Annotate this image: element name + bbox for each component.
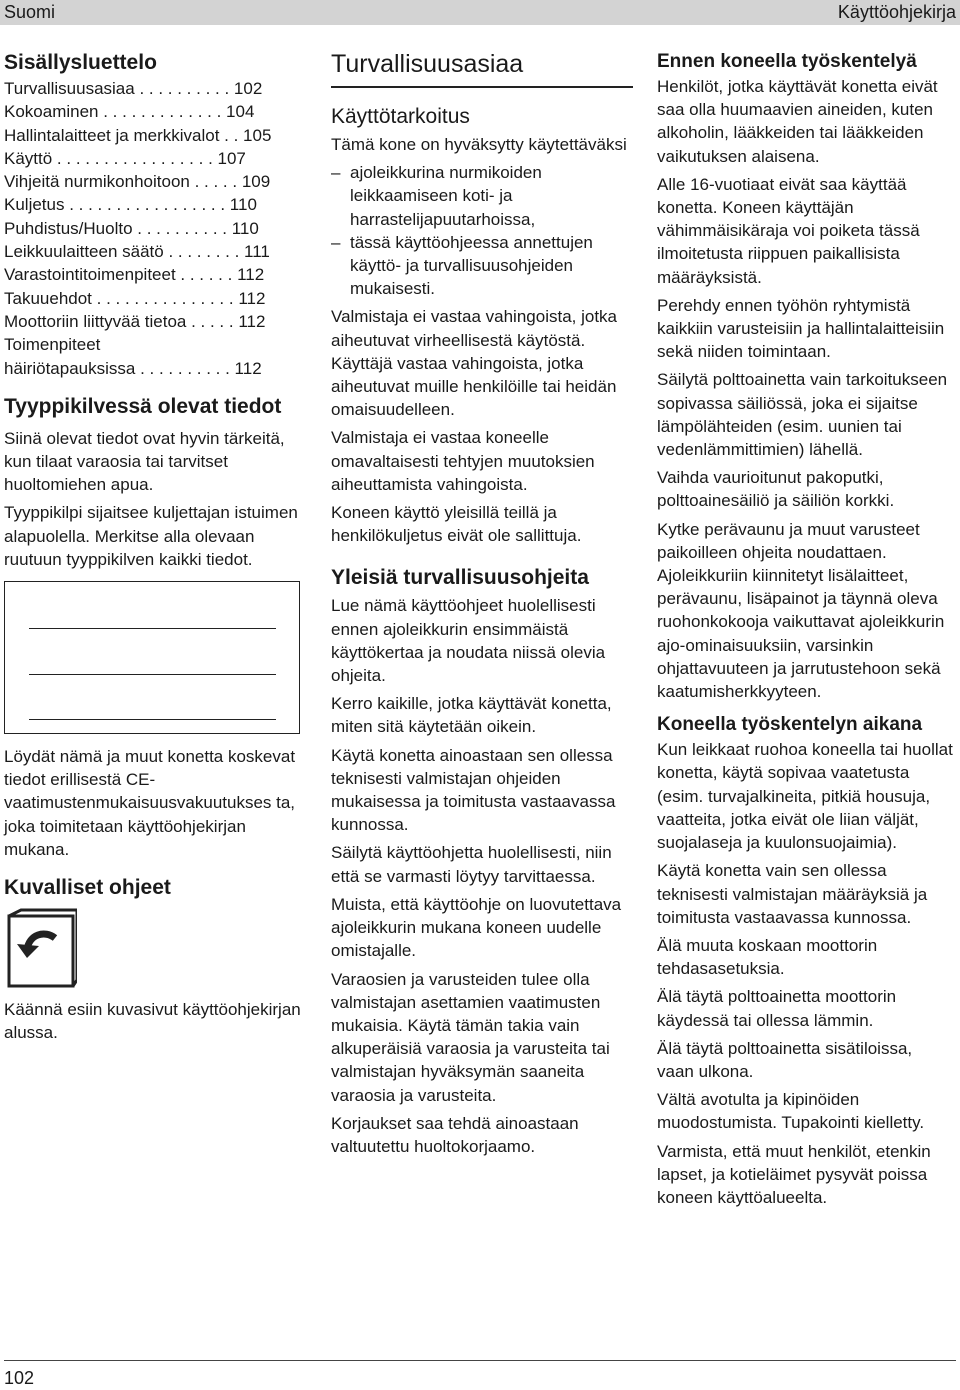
page-number: 102 — [4, 1368, 35, 1388]
general-safety-heading: Yleisiä turvallisuusohjeita — [331, 566, 589, 590]
toc-item[interactable]: Toimenpiteet häiriötapauksissa . . . . . . . . . . 112 — [4, 335, 262, 378]
before-work-paragraph: Säilytä polttoainetta vain tarkoitukseen sopivassa säiliössä, joka ei sijaitse lämpölähteiden (esim. uunien tai vedenlämmittimien) lähellä. — [657, 370, 948, 460]
during-work-paragraph: Älä täytä polttoainetta moottorin käydessä tai ollessa lämmin. — [657, 987, 897, 1030]
typeplate-line — [29, 674, 276, 675]
during-work-paragraph: Varmista, että muut henkilöt, etenkin lapset, ja kotieläimet pysyvät poissa koneen käyttöalueelta. — [657, 1141, 931, 1207]
footer-rule — [4, 1360, 956, 1361]
toc-title: Sisällysluettelo — [4, 51, 157, 74]
column-2 — [331, 50, 633, 1163]
general-paragraph: Säilytä käyttöohjetta huolellisesti, niin että se varmasti löytyy tarvittaessa. — [331, 843, 612, 886]
toc-item[interactable]: Moottoriin liittyvää tietoa . . . . . 112 — [4, 311, 266, 331]
toc-item[interactable]: Turvallisuusasiaa . . . . . . . . . . 102 — [4, 79, 263, 98]
safety-title: Turvallisuusasiaa — [331, 50, 633, 88]
typeplate-box — [4, 581, 300, 734]
toc-list — [4, 77, 306, 380]
toc-item[interactable]: Vihjeitä nurmikonhoitoon . . . . . 109 — [4, 172, 271, 192]
general-paragraph: Lue nämä käyttöohjeet huolellisesti ennen ajoleikkurin ensimmäistä käyttökertaa ja noudata niissä olevia ohjeita. — [331, 596, 606, 686]
before-work-paragraph: Henkilöt, jotka käyttävät konetta eivät saa olla huumaavien aineiden, kuten alkoholin, lääkkeiden tai lääkkeiden vaikutuksen alaisena. — [657, 77, 938, 166]
pictorial-heading: Kuvalliset ohjeet — [4, 876, 171, 900]
before-work-paragraph: Alle 16-vuotiaat eivät saa käyttää konetta. Koneen käyttäjän vähimmäisikäraja voi poiketa tässä ilmoitetusta riippuen paikallisista määräyksistä. — [657, 174, 920, 287]
toc-item[interactable]: Kuljetus . . . . . . . . . . . . . . . . . 110 — [4, 195, 257, 215]
purpose-heading: Käyttötarkoitus — [331, 105, 470, 128]
toc-item[interactable]: Hallintalaitteet ja merkkivalot . . 105 — [4, 125, 272, 145]
before-work-heading: Ennen koneella työskentelyä — [657, 51, 917, 72]
during-work-paragraph: Käytä konetta vain sen ollessa teknisesti valmistajan määräyksiä ja toimitusta vastaavassa kunnossa. — [657, 861, 928, 927]
general-paragraph: Muista, että käyttöohje on luovutettava ajoleikkurin mukana koneen uudelle omistajalle. — [331, 894, 622, 961]
book-page-turn-icon — [7, 908, 77, 990]
list-item: – tässä käyttöohjeessa annettujen käyttö- ja turvallisuusohjeiden mukaisesti. — [331, 231, 633, 301]
before-work-paragraph: Kytke perävaunu ja muut varusteet paikoilleen ohjeita noudattaen. Ajoleikkuriin kiinnitetyt lisälaitteet, perävaunu, lisäpainot ja täynnä oleva ruohonkokooja vaikuttavat ajoleikkurin ajo-ominaisuuksiin, varsinkin ohjattavuuteen ja jarrutustehoon sekä kaatumisherkkyyteen. — [657, 519, 945, 702]
toc-item[interactable]: Takuuehdot . . . . . . . . . . . . . . . 112 — [4, 288, 266, 308]
header-language: Suomi — [4, 2, 56, 22]
typeplate-paragraph: Siinä olevat tiedot ovat hyvin tärkeitä, kun tilaat varaosia tai tarvitset huoltomiehen apua. — [4, 428, 285, 495]
during-work-paragraph: Vältä avotulta ja kipinöiden muodostumista. Tupakointi kielletty. — [657, 1090, 925, 1133]
typeplate-paragraph: Tyyppikilpi sijaitsee kuljettajan istuimen alapuolella. Merkitse alla olevaan ruutuun tyyppikilven kaikki tiedot. — [4, 503, 298, 569]
toc-item[interactable]: Puhdistus/Huolto . . . . . . . . . . 110 — [4, 218, 259, 238]
toc-item[interactable]: Leikkuulaitteen säätö . . . . . . . . 111 — [4, 242, 270, 262]
typeplate-line — [29, 719, 276, 720]
toc-item[interactable]: Kokoaminen . . . . . . . . . . . . . 104 — [4, 102, 255, 122]
list-item: – ajoleikkurina nurmikoiden leikkaamiseen koti- ja harrastelijapuutarhoissa, — [331, 161, 633, 231]
during-work-heading: Koneella työskentelyn aikana — [657, 714, 923, 736]
purpose-list — [331, 161, 633, 300]
header-doc-type: Käyttöohjekirja — [837, 2, 956, 22]
column-1 — [4, 50, 306, 1050]
before-work-paragraph: Perehdy ennen työhön ryhtymistä kaikkiin varusteisiin ja hallintalaitteisiin sekä niiden toimintaan. — [657, 295, 945, 362]
toc-item[interactable]: Varastointitoimenpiteet . . . . . . 112 — [4, 265, 265, 285]
general-paragraph: Varaosien ja varusteiden tulee olla valmistajan asettamien vaatimusten mukaisia. Käytä tämän takia vain alkuperäisiä varaosia ja varusteita tai valmistajan hyväksymän saaneita varaosia ja varusteita. — [331, 969, 610, 1105]
purpose-paragraph: Valmistaja ei vastaa vahingoista, jotka aiheutuvat virheellisestä käytöstä. Käyttäjä vastaa vahingoista, jotka aiheutuvat muille henkilöille tai heidän omaisuudelleen. — [331, 307, 618, 420]
purpose-paragraph: Valmistaja ei vastaa koneelle omavaltaisesti tehtyjen muutoksien aiheuttamista vahingoista. — [331, 428, 595, 494]
purpose-intro: Tämä kone on hyväksytty käytettäväksi — [331, 135, 627, 154]
column-3 — [657, 50, 953, 1214]
general-paragraph: Käytä konetta ainoastaan sen ollessa teknisesti valmistajan ohjeiden mukaisessa ja toimitusta vastaavassa kunnossa. — [331, 745, 616, 835]
general-paragraph: Korjaukset saa tehdä ainoastaan valtuutettu huoltokorjaamo. — [331, 1113, 579, 1156]
typeplate-paragraph: Löydät nämä ja muut konetta koskevat tiedot erillisestä CE-vaatimustenmukaisuusvakuutukses ta, joka toimitetaan käyttöohjekirjan mukana. — [4, 747, 296, 859]
typeplate-line — [29, 628, 276, 629]
pictorial-text: Käännä esiin kuvasivut käyttöohjekirjan alussa. — [4, 1000, 301, 1043]
purpose-paragraph: Koneen käyttö yleisillä teillä ja henkilökuljetus eivät ole sallittuja. — [331, 503, 582, 546]
before-work-paragraph: Vaihda vaurioitunut pakoputki, polttoainesäiliö ja säiliön korkki. — [657, 468, 895, 511]
during-work-paragraph: Älä muuta koskaan moottorin tehdasasetuksia. — [657, 935, 878, 979]
during-work-paragraph: Älä täytä polttoainetta sisätiloissa, vaan ulkona. — [657, 1038, 913, 1081]
toc-item[interactable]: Käyttö . . . . . . . . . . . . . . . . . 107 — [4, 148, 246, 168]
typeplate-heading: Tyyppikilvessä olevat tiedot — [4, 394, 282, 418]
page-header — [0, 0, 960, 25]
general-paragraph: Kerro kaikille, jotka käyttävät konetta, miten sitä käytetään oikein. — [331, 694, 612, 737]
during-work-paragraph: Kun leikkaat ruohoa koneella tai huollat konetta, käytä sopivaa vaatetusta (esim. turvajalkineita, pitkiä housuja, vaatteita, jotka eivät ole liian väljät, suojalaseja ja kuulonsuojaimia). — [657, 740, 953, 853]
